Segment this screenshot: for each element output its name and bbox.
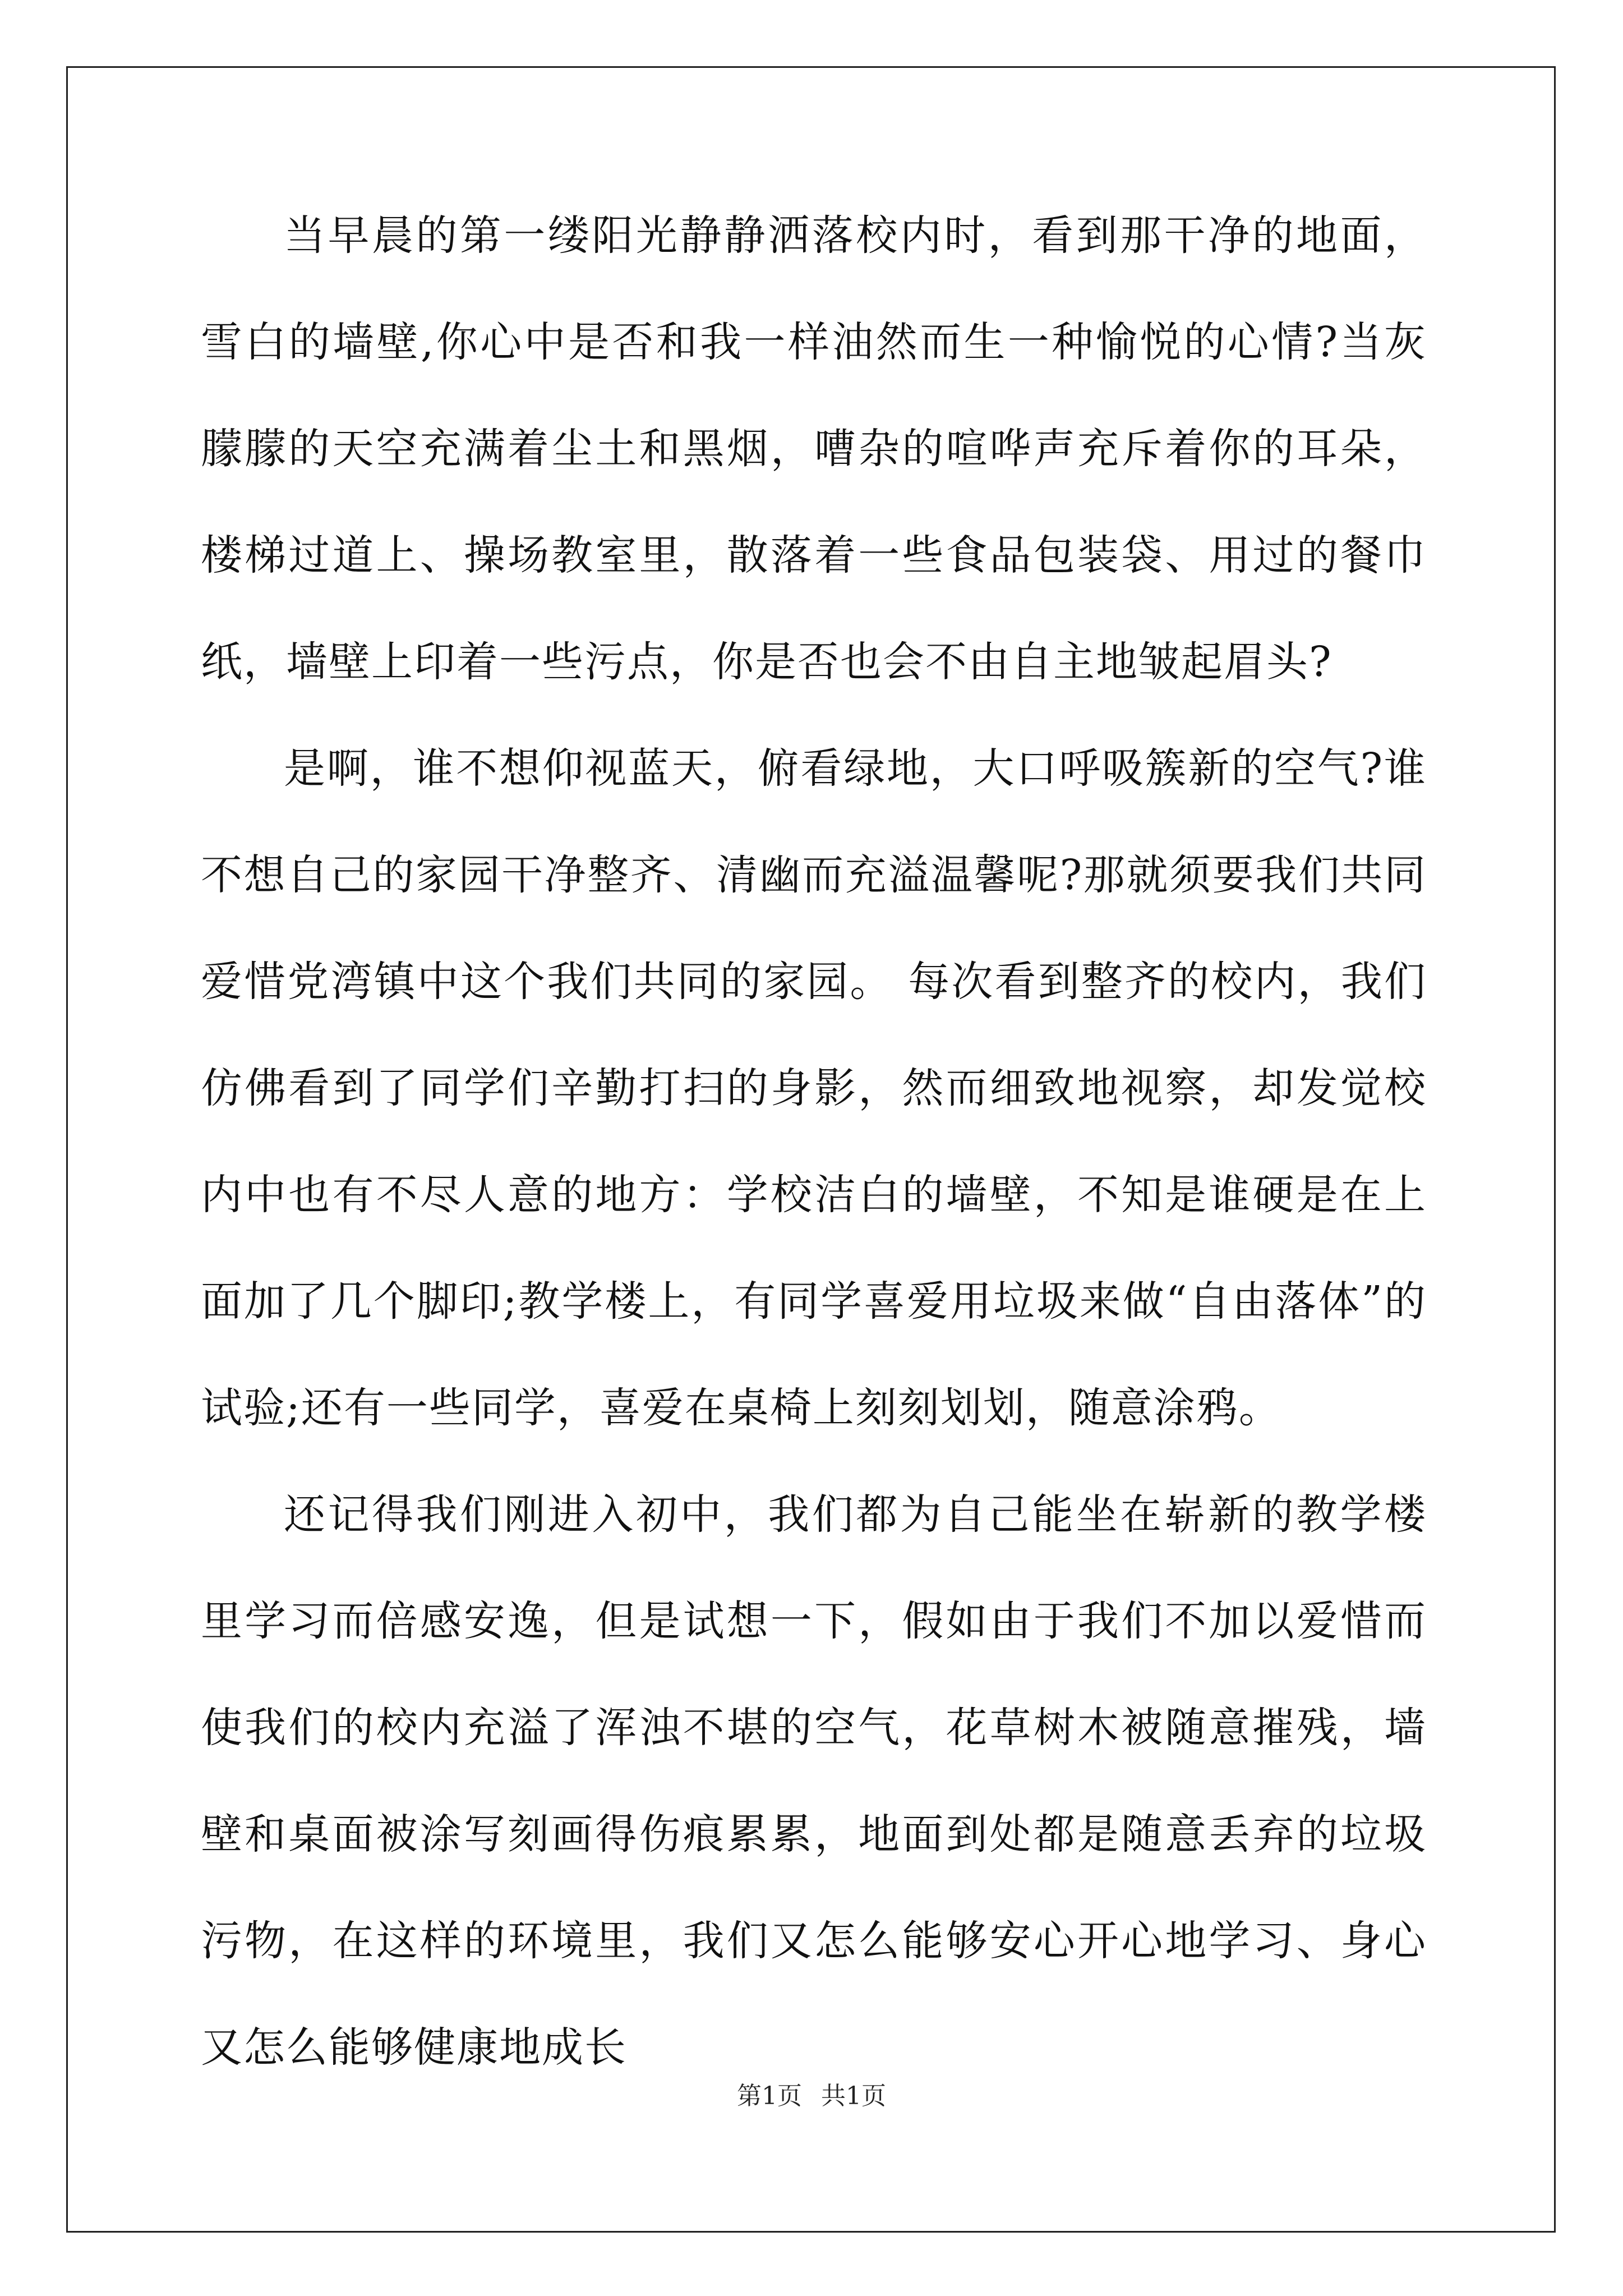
paragraph-2: 是啊，谁不想仰视蓝天，俯看绿地，大口呼吸簇新的空气?谁不想自己的家园干净整齐、清幽而充溢温馨呢?那就须要我们共同爱惜党湾镇中这个我们共同的家园。 每次看到整齐的校内，我们仿佛看到了同学们辛勤打扫的身影，然而细致地视察，却发觉校内中也有不尽人意的地方：学校洁白的墙壁，不知是谁硬是在上面加了几个脚印;教学楼上，有同学喜爱用垃圾来做“自由落体”的试验;还有一些同学，喜爱在桌椅上刻刻划划，随意涂鸦。: [201, 744, 1427, 1432]
page-footer: [0, 2076, 1623, 2111]
paragraph-3: 还记得我们刚进入初中，我们都为自己能坐在崭新的教学楼里学习而倍感安逸，但是试想一下，假如由于我们不加以爱惜而使我们的校内充溢了浑浊不堪的空气，花草树木被随意摧残，墙壁和桌面被涂写刻画得伤痕累累，地面到处都是随意丢弃的垃圾污物，在这样的环境里，我们又怎么能够安心开心地学习、身心又怎么能够健康地成长: [201, 1490, 1427, 2072]
page-number: 第1页: [737, 2082, 802, 2110]
document-body: [201, 182, 1427, 2101]
page-total: 共1页: [821, 2082, 886, 2110]
paragraph-1: 当早晨的第一缕阳光静静洒落校内时，看到那干净的地面，雪白的墙壁,你心中是否和我一样油然而生一种愉悦的心情?当灰朦朦的天空充满着尘土和黑烟，嘈杂的喧哗声充斥着你的耳朵，楼梯过道上、操场教室里，散落着一些食品包装袋、用过的餐巾纸，墙壁上印着一些污点，你是否也会不由自主地皱起眉头?: [201, 211, 1427, 686]
